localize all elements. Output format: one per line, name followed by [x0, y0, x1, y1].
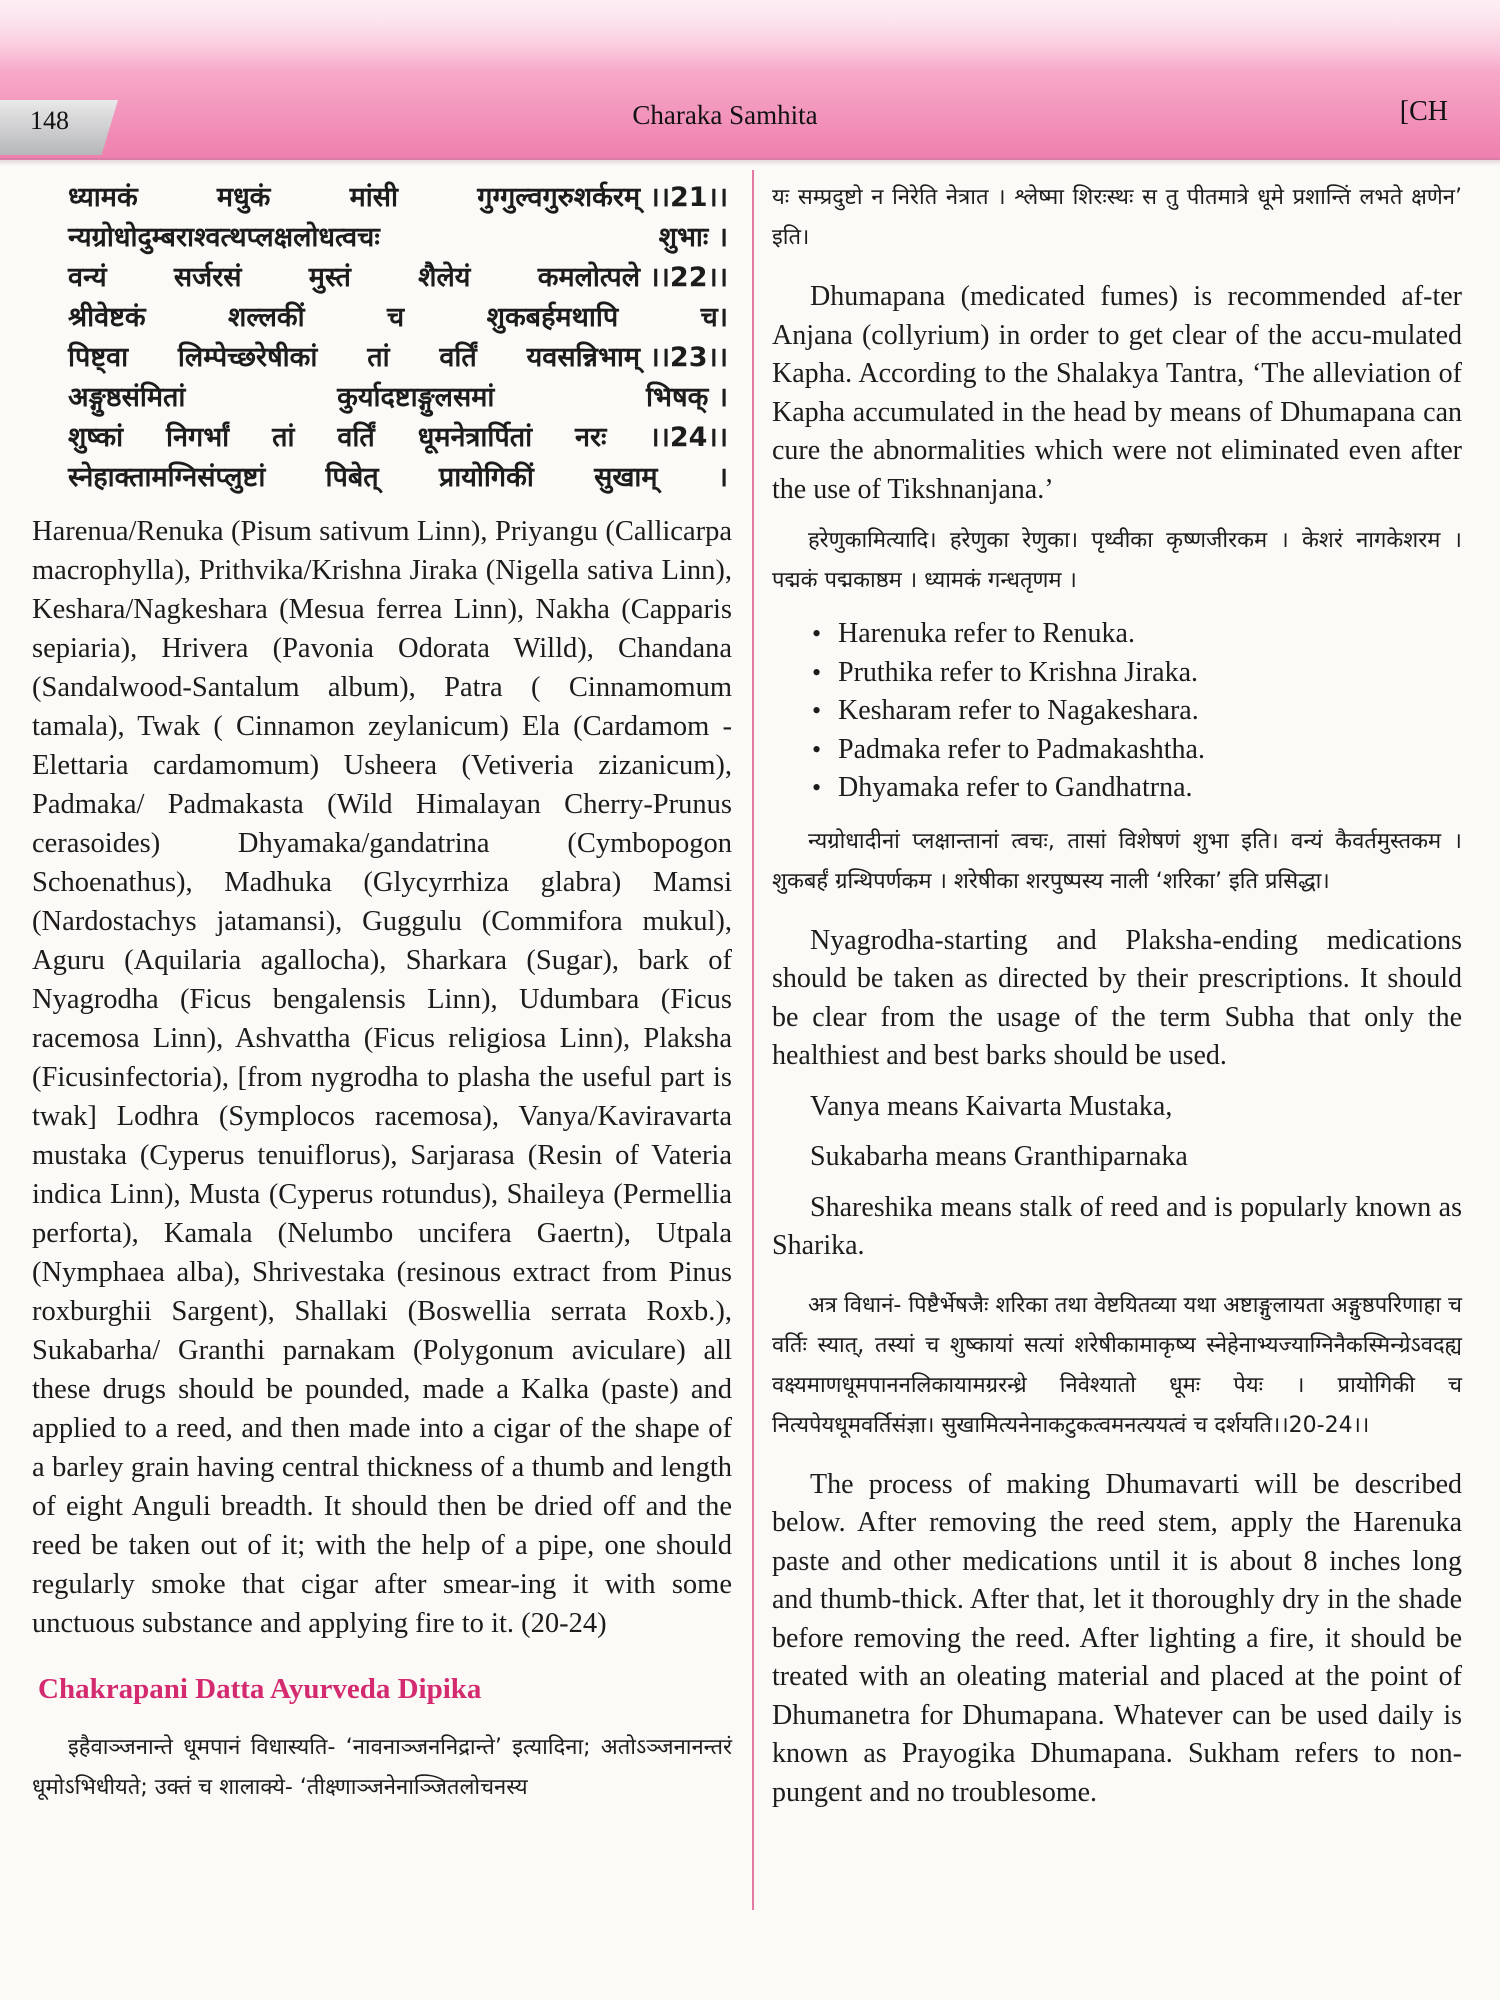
verse-word: पिष्ट्वा: [68, 342, 129, 373]
verse-translation: Harenua/Renuka (Pisum sativum Linn), Priyangu (Callicarpa macrophylla), Prithvika/Krishna Jiraka (Nigella sativa Linn), Keshara/Nagkeshara (Mesua ferrea Linn), Nakha (Capparis sepiaria), Hrivera (Pavonia Odorata Willd), Chandana (Sandalwood-Santalum album), Patra ( Cinnamomum tamala), Twak ( Cinnamon zeylanicum) Ela (Cardamom -Elettaria cardamomum) Usheera (Vetiveria zizanicum), Padmaka/ Padmakasta (Wild Himalayan Cherry-Prunus cerasoides) Dhyamaka/gandatrina (Cymbopogon Schoenathus), Madhuka (Glycyrrhiza glabra) Mamsi (Nardostachys jatamansi), Guggulu (Commifora mukul), Aguru (Aquilaria agallocha), Sharkara (Sugar), bark of Nyagrodha (Ficus bengalensis Linn), Udumbara (Ficus racemosa Linn), Ashvattha (Ficus religiosa Linn), Plaksha (Ficusinfectoria), [from nygrodha to plasha the useful part is twak] Lodhra (Symplocos racemosa), Vanya/Kaviravarta mustaka (Cyperus tenuiflorus), Sarjarasa (Resin of Vateria indica Linn), Musta (Cyperus rotundus), Shaileya (Permellia perforta), Kamala (Nelumbo uncifera Gaertn), Utpala (Nymphaea alba), Shrivestaka (resinous extract from Pinus roxburghii Sargent), Shallaki (Boswellia serrata Roxb.), Sukabarha/ Granthi parnakam (Polygonum aviculare) all these drugs should be pounded, made a Kalka (paste) and applied to a reed, and then made into a cigar of the shape of a barley grain having central thickness of a thumb and length of eight Anguli breadth. It should then be dried off and the reed be taken out of it; with the help of a pipe, one should regularly smoke that cigar after smear-ing it with some unctuous substance and applying fire to it. (20-24): [32, 516, 732, 1639]
verse-word: वन्यं: [68, 262, 107, 293]
verse-line: [68, 258, 728, 298]
verse-word: मुस्तं: [308, 262, 351, 293]
bullet-icon: •: [812, 619, 822, 648]
list-item: • Padmaka refer to Padmakashtha.: [812, 731, 1462, 770]
verse-word: नरः: [575, 422, 607, 453]
verse-word: वर्तिं: [337, 422, 375, 453]
right-column: [772, 178, 1462, 1812]
verse-word: स्नेहाक्तामग्निसंप्लुष्टां: [68, 462, 266, 493]
verse-word: शुष्कां: [68, 422, 124, 453]
verse-line: [68, 418, 728, 458]
verse-word: मांसी: [349, 182, 399, 213]
line-sukabarha: Sukabarha means Granthiparnaka: [810, 1141, 1188, 1172]
verse-word: शल्लकीं: [228, 302, 305, 333]
running-title: Charaka Samhita: [632, 100, 818, 130]
bullet-icon: •: [812, 657, 822, 687]
bullet-icon: •: [812, 696, 822, 725]
sanskrit-harenuka-gloss: हरेणुकामित्यादि। हरेणुका रेणुका। पृथ्वीका कृष्णजीरकम । केशरं नागकेशरम । पद्मकं पद्मकाष्ठम । ध्यामकं गन्धतृणम ।: [772, 528, 1462, 593]
verse-word: कुर्यादष्टाङ्गुलसमां: [337, 382, 495, 413]
verse-word: अङ्गुष्ठसंमितां: [68, 382, 186, 413]
verse-word: कमलोत्पले ।।22।।: [537, 262, 728, 293]
verse-word: ।।24।।: [649, 422, 728, 453]
verse-line: [68, 178, 728, 218]
verse-word: मधुकं: [216, 182, 271, 213]
bullet-icon: •: [812, 734, 822, 764]
gloss-bullet-list: [812, 615, 1462, 808]
verse-word: लिम्पेच्छरेषीकां: [177, 342, 318, 373]
commentary-sanskrit: इहैवाञ्जनान्ते धूमपानं विधास्यति- ‘नावनाञ्जननिद्रान्ते’ इत्यादिना; अतोऽञ्जनानन्तरं धूमोऽभिधीयते; उक्तं च शालाक्ये- ‘तीक्ष्णाञ्जनेनाञ्जितलोचनस्य: [32, 1735, 732, 1800]
verse-word: प्रायोगिकीं: [438, 462, 534, 493]
list-item: • Dhyamaka refer to Gandhatrna.: [812, 769, 1462, 808]
list-item: • Pruthika refer to Krishna Jiraka.: [812, 654, 1462, 693]
verse-word: पिबेत्: [325, 462, 379, 493]
sanskrit-nyagrodha-gloss: न्यग्रोधादीनां प्लक्षान्तानां त्वचः, तासां विशेषणं शुभा इति। वन्यं कैवर्तमुस्तकम । शुकबर्हं ग्रन्थिपर्णकम । शरेषीका शरपुष्पस्य नाली ‘शरिका’ इति प्रसिद्धा।: [772, 828, 1462, 894]
paragraph-dhumavarti-process: The process of making Dhumavarti will be described below. After removing the reed stem, apply the Harenuka paste and other medications until it is about 8 inches long and thumb-thick. After that, let it thoroughly dry in the shade before removing the reed. After lighting a fire, it should be treated with an oleating material and placed at the point of Dhumanetra for Dhumapana. Whatever can be used daily is known as Prayogika Dhumapana. Sukham refers to non-pungent and no troublesome.: [772, 1468, 1462, 1808]
verse-line: [68, 218, 728, 258]
verse-word: श्रीवेष्टकं: [68, 302, 146, 333]
sanskrit-preparation-method: अत्र विधानं- पिष्टैर्भेषजैः शरिका तथा वेष्टयितव्या यथा अष्टाङ्गुलायता अङ्गुष्ठपरिणाहा च वर्तिः स्यात्, तस्यां च शुष्कायां सत्यां शरेषीकामाकृष्य स्नेहेनाभ्यज्याग्निनैकस्मिन्ग्रेऽवदह्य वक्ष्यमाणधूमपाननलिकायामग्ररन्ध्रे निवेश्यातो धूमः पेयः । प्रायोगिकी च नित्यपेयधूमवर्तिसंज्ञा। सुखामित्यनेनाकटुकत्वमनत्ययत्वं च दर्शयति।।20-24।।: [772, 1292, 1462, 1438]
commentary-heading: Chakrapani Datta Ayurveda Dipika: [38, 1673, 482, 1705]
verse-line: [68, 338, 728, 378]
paragraph-shareshika: Shareshika means stalk of reed and is popularly known as Sharika.: [772, 1191, 1462, 1261]
left-column: [32, 178, 732, 1808]
verse-word: गुग्गुल्वगुरुशर्करम् ।।21।।: [477, 182, 728, 213]
verse-word: शुकबर्हमथापि: [486, 302, 619, 333]
verse-word: ।: [717, 462, 728, 493]
list-item: • Harenuka refer to Renuka.: [812, 615, 1462, 654]
column-divider: [752, 170, 754, 1910]
verse-word: भिषक् ।: [646, 382, 728, 413]
header-shadow: [0, 158, 1500, 166]
sanskrit-quote-continuation: यः सम्प्रदुष्टो न निरेति नेत्रात । श्लेष्मा शिरःस्थः स तु पीतमात्रे धूमे प्रशान्तिं लभते क्षणेन’ इति।: [772, 185, 1462, 250]
verse-word: सुखाम्: [594, 462, 658, 493]
verse-word: तां: [367, 342, 390, 373]
page-number: 148: [30, 106, 69, 135]
verse-word: तां: [272, 422, 295, 453]
line-vanya: Vanya means Kaivarta Mustaka,: [810, 1090, 1173, 1122]
chapter-mark: [CH: [1399, 96, 1448, 127]
header-fade: [0, 0, 1500, 70]
verse-word: धूमनेत्रार्पितां: [417, 422, 533, 453]
verse-word: शुभाः ।: [658, 222, 728, 253]
verse-word: ध्यामकं: [68, 182, 138, 213]
verse-line: [68, 458, 728, 498]
bullet-icon: •: [812, 773, 822, 802]
verse-word: निगर्भां: [166, 422, 230, 453]
paragraph-nyagrodha: Nyagrodha-starting and Plaksha-ending medications should be taken as directed by their prescriptions. It should be clear from the usage of the term Subha that only the healthiest and best barks should be used.: [772, 924, 1462, 1071]
verse-word: शैलेयं: [418, 262, 471, 293]
verse-line: [68, 378, 728, 418]
paragraph-dhumapana: Dhumapana (medicated fumes) is recommended af-ter Anjana (collyrium) in order to get clear of the accu-mulated Kapha. According to the Shalakya Tantra, ‘The alleviation of Kapha accumulated in the head by means of Dhumapana can cure the abnormalities which were not eliminated even after the use of Tikshnanjana.’: [772, 281, 1462, 505]
verse-word: च: [387, 302, 405, 333]
verse-word: सर्जरसं: [173, 262, 242, 293]
list-item: • Kesharam refer to Nagakeshara.: [812, 692, 1462, 731]
verse-line: [68, 298, 728, 338]
verse-word: न्यग्रोधोदुम्बराश्वत्थप्लक्षलोधत्वचः: [68, 222, 380, 253]
verse-word: च।: [700, 302, 728, 333]
verse-word: वर्तिं: [439, 342, 477, 373]
verse-word: यवसन्निभाम् ।।23।।: [526, 342, 728, 373]
sanskrit-verses: [68, 178, 728, 498]
